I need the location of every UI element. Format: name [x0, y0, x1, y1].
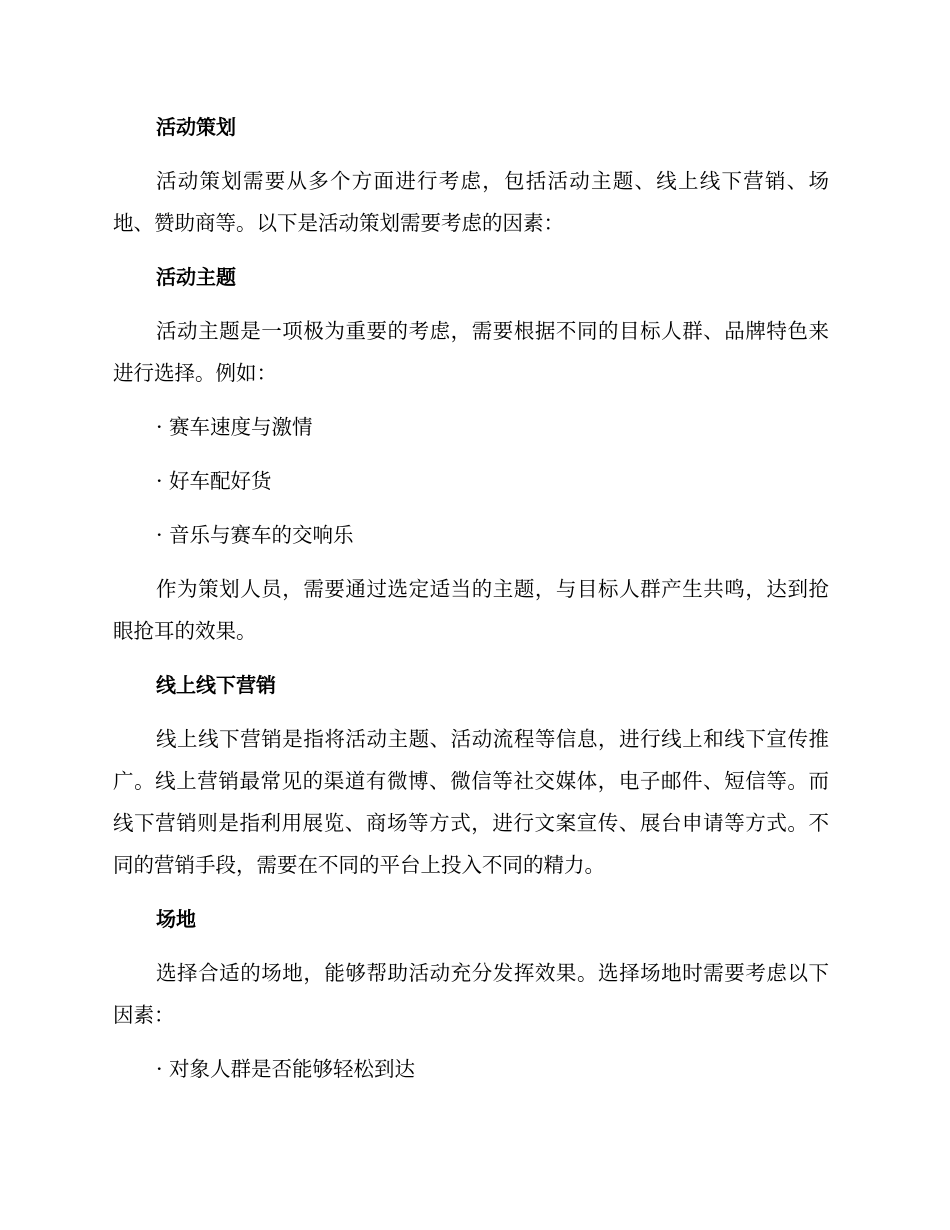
paragraph-event-theme-intro: 活动主题是一项极为重要的考虑，需要根据不同的目标人群、品牌特色来进行选择。例如：	[113, 319, 829, 385]
section-heading-event-planning: 活动策划	[156, 115, 236, 139]
paragraph-marketing: 线上线下营销是指将活动主题、活动流程等信息，进行线上和线下宣传推广。线上营销最常见的渠道有微博、微信等社交媒体，电子邮件、短信等。而线下营销则是指利用展览、商场等方式，进行文案宣传、展台申请等方式。不同的营销手段，需要在不同的平台上投入不同的精力。	[113, 727, 829, 877]
paragraph-event-theme-conclusion: 作为策划人员，需要通过选定适当的主题，与目标人群产生共鸣，达到抢眼抢耳的效果。	[113, 577, 829, 643]
section-heading-online-offline-marketing: 线上线下营销	[156, 673, 276, 697]
list-item: · 音乐与赛车的交响乐	[156, 523, 354, 547]
list-item: · 赛车速度与激情	[156, 415, 313, 439]
section-heading-venue: 场地	[156, 907, 196, 931]
paragraph-venue: 选择合适的场地，能够帮助活动充分发挥效果。选择场地时需要考虑以下因素：	[113, 961, 829, 1027]
section-heading-event-theme: 活动主题	[156, 265, 236, 289]
paragraph-event-planning-intro: 活动策划需要从多个方面进行考虑，包括活动主题、线上线下营销、场地、赞助商等。以下是活动策划需要考虑的因素：	[113, 169, 829, 235]
document-body	[113, 112, 829, 1084]
list-item: · 好车配好货	[156, 469, 272, 493]
list-item: · 对象人群是否能够轻松到达	[156, 1057, 416, 1081]
